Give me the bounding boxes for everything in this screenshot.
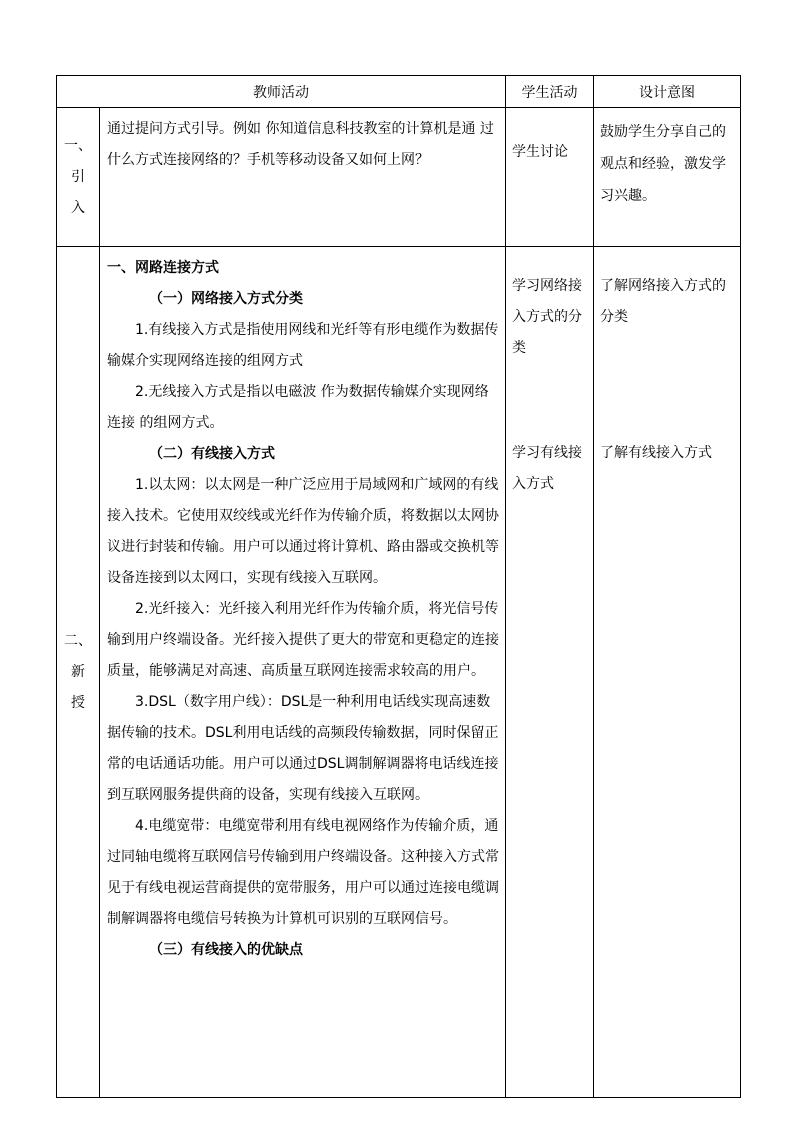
paragraph-ethernet: 1.以太网：以太网是一种广泛应用于局域网和广域网的有线接入技术。它使用双绞线或光纤作为传输介质，将数据以太网协议进行封装和传输。用户可以通过将计算机、路由器或交换机等设备连接到以太网口，实现有线接入互联网。 (107, 477, 499, 586)
paragraph-fiber: 2.光纤接入：光纤接入利用光纤作为传输介质，将光信号传输到用户终端设备。光纤接入提供了更大的带宽和更稳定的连接质量，能够满足对高速、高质量互联网连接需求较高的用户。 (107, 601, 499, 679)
student-activity-wired: 学习有线接入方式 (512, 445, 582, 492)
subheading-wired-access: （二）有线接入方式 (149, 446, 275, 462)
student-activity-classification: 学习网络接入方式的分类 (512, 278, 582, 356)
subheading-classification: （一）网络接入方式分类 (149, 291, 303, 307)
subheading-pros-cons: （三）有线接入的优缺点 (149, 942, 303, 958)
new-lesson-section-label: 二、 新 授 (57, 247, 100, 1098)
header-row (57, 76, 741, 108)
new-lesson-student-activity (506, 247, 594, 1098)
header-student-activity: 学生活动 (506, 76, 594, 108)
paragraph-wireless-definition: 2.无线接入方式是指以电磁波 作为数据传输媒介实现网络连接 的组网方式。 (107, 384, 489, 431)
intro-student-activity: 学生讨论 (506, 108, 594, 247)
design-intent-classification: 了解网络接入方式的分类 (600, 278, 726, 325)
new-lesson-design-intent (594, 247, 741, 1098)
design-intent-wired: 了解有线接入方式 (600, 445, 712, 461)
new-lesson-teacher-activity (100, 247, 506, 1098)
intro-section-label: 一、 引 入 (57, 108, 100, 247)
header-teacher-activity: 教师活动 (57, 76, 506, 108)
new-lesson-row (57, 247, 741, 1098)
section-heading: 一、网路连接方式 (107, 260, 219, 276)
intro-teacher-activity: 通过提问方式引导。例如 你知道信息科技教室的计算机是通 过什么方式连接网络的？手机等移动设备又如何上网？ (100, 108, 506, 247)
header-design-intent: 设计意图 (594, 76, 741, 108)
paragraph-cable-broadband: 4.电缆宽带：电缆宽带利用有线电视网络作为传输介质，通过同轴电缆将互联网信号传输到用户终端设备。这种接入方式常见于有线电视运营商提供的宽带服务，用户可以通过连接电缆调制解调器将电缆信号转换为计算机可识别的互联网信号。 (107, 818, 499, 927)
lesson-plan-table (56, 75, 741, 1098)
paragraph-dsl: 3.DSL（数字用户线）：DSL是一种利用电话线实现高速数据传输的技术。DSL利用电话线的高频段传输数据，同时保留正常的电话通话功能。用户可以通过DSL调制解调器将电话线连接到互联网服务提供商的设备，实现有线接入互联网。 (107, 694, 499, 803)
paragraph-wired-definition: 1.有线接入方式是指使用网线和光纤等有形电缆作为数据传输媒介实现网络连接的组网方式 (107, 322, 499, 369)
intro-row (57, 108, 741, 247)
intro-design-intent: 鼓励学生分享自己的观点和经验，激发学习兴趣。 (594, 108, 741, 247)
